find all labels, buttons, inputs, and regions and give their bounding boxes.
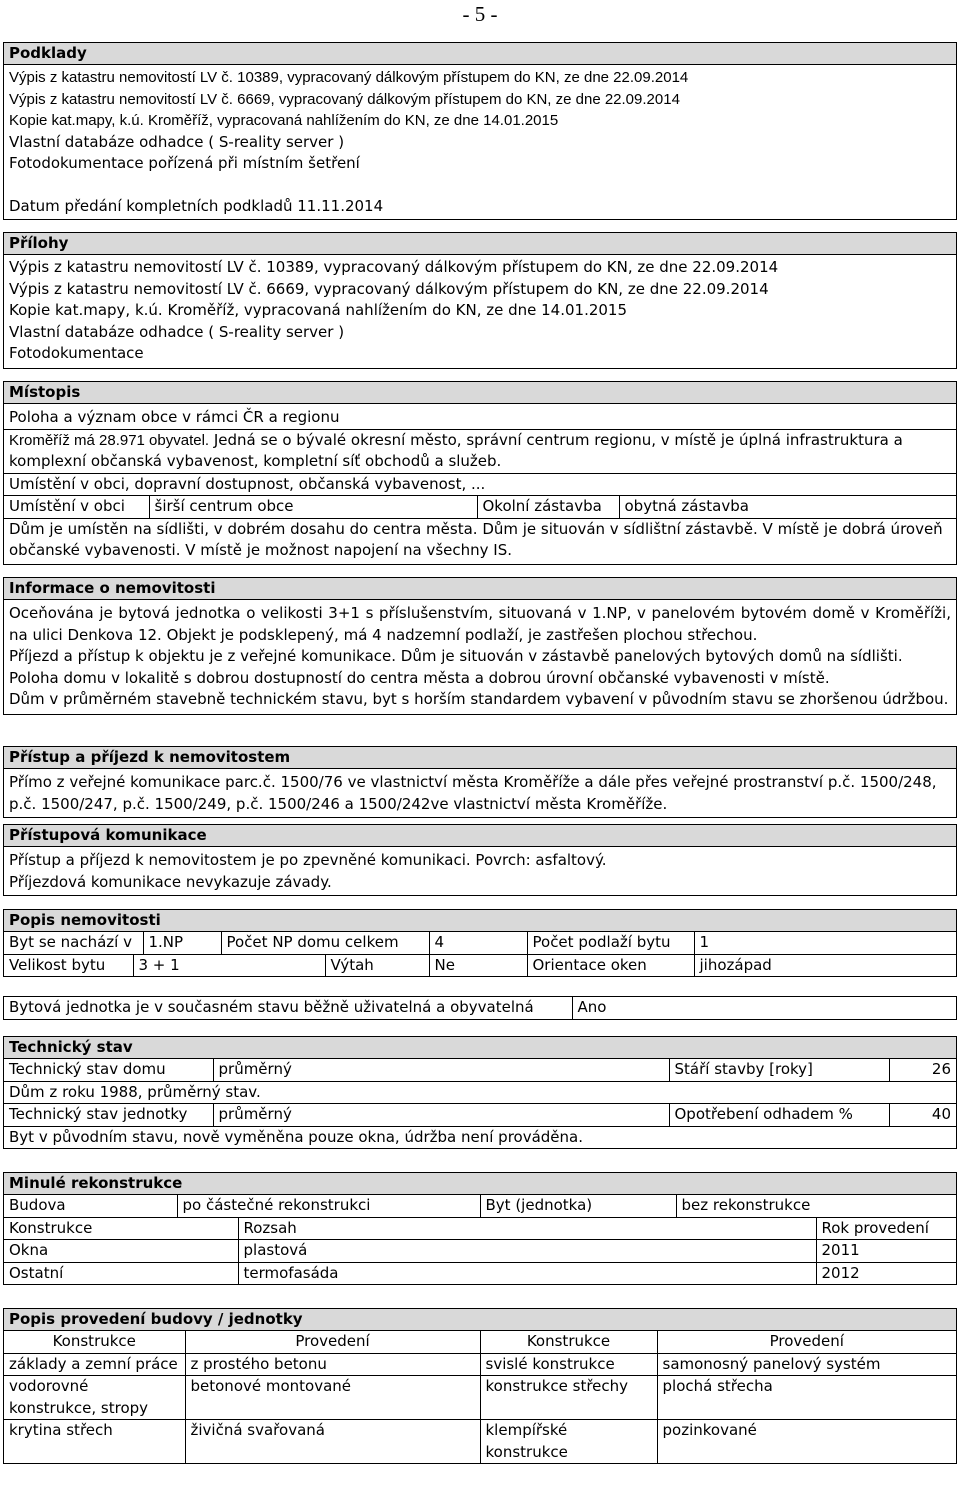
- section-title-pristup: Přístup a příjezd k nemovitostem: [4, 747, 956, 769]
- rekonstrukce-value: bez rekonstrukce: [681, 1196, 811, 1214]
- section-title-mistopis: Místopis: [4, 382, 956, 404]
- section-title-prilohy: Přílohy: [4, 233, 956, 255]
- page-number: - 5 -: [462, 2, 498, 26]
- komunikace-line: Příjezdová komunikace nevykazuje závady.: [9, 872, 332, 891]
- mistopis-subtitle: Umístění v obci, dopravní dostupnost, občanská vybavenost, ...: [9, 474, 486, 493]
- rekonstrukce-label: Byt (jednotka): [480, 1195, 676, 1217]
- popis-value: 4: [429, 932, 527, 954]
- popis-label: Počet NP domu celkem: [221, 932, 429, 954]
- section-rekonstrukce: [3, 1172, 957, 1285]
- section-title-rekonstrukce: Minulé rekonstrukce: [4, 1173, 956, 1195]
- rekonstrukce-table: [4, 1195, 956, 1217]
- popis-value: Ne: [429, 954, 527, 976]
- pristup-text: Přímo z veřejné komunikace parc.č. 1500/76 ve vlastnictví města Kroměříže a dále přes veřejné prostranství p.č. 1500/248, p.č. 1500/247, p.č. 1500/249, p.č. 1500/246 a 1500/242ve vlastnictví města Kroměříže.: [9, 773, 937, 813]
- provedeni-cell: pozinkované: [662, 1421, 757, 1439]
- rekonstrukce-head: Rozsah: [238, 1217, 816, 1240]
- provedeni-cell: samonosný panelový systém: [657, 1353, 956, 1376]
- umisteni-value: širší centrum obce: [149, 496, 477, 518]
- umisteni-label: Umístění v obci: [4, 496, 149, 518]
- uzivatelna-label: Bytová jednotka je v současném stavu běžně uživatelná a obyvatelná: [4, 997, 572, 1019]
- technicky-table: [4, 1059, 956, 1081]
- technicky-note: Dům z roku 1988, průměrný stav.: [4, 1081, 956, 1104]
- popis-value: jihozápad: [699, 955, 772, 974]
- rekonstrukce-label: Budova: [4, 1195, 177, 1217]
- provedeni-cell: svislé konstrukce: [480, 1353, 657, 1376]
- rekonstrukce-cell: termofasáda: [238, 1262, 816, 1284]
- popis-label: Výtah: [325, 954, 429, 976]
- provedeni-cell: z prostého betonu: [185, 1353, 480, 1376]
- popis-table: [4, 932, 956, 954]
- mistopis-population: Kroměříž má 28.971 obyvatel.: [9, 431, 210, 449]
- umisteni-table: [4, 496, 956, 518]
- prilohy-item: Výpis z katastru nemovitostí LV č. 6669, vypracovaný dálkovým přístupem do KN, ze dne 22.09.2014: [9, 279, 769, 298]
- mistopis-description: Jedná se o bývalé okresní město, správní centrum regionu, v místě je úplná infrastruktura a komplexní občanská vybavenost, kompletní síť obchodů a služeb.: [9, 430, 903, 470]
- section-title-provedeni: Popis provedení budovy / jednotky: [4, 1309, 956, 1331]
- uzivatelna-table: [4, 997, 956, 1019]
- rekonstrukce-detail-table: [4, 1217, 956, 1285]
- provedeni-cell: živičná svařovaná: [185, 1420, 480, 1464]
- podklady-item: Výpis z katastru nemovitostí LV č. 10389, vypracovaný dálkovým přístupem do KN, ze dne 22.09.2014: [9, 69, 689, 86]
- zastavba-value: obytná zástavba: [624, 497, 749, 515]
- provedeni-head: Konstrukce: [4, 1331, 185, 1353]
- informace-p1: Oceňována je bytová jednotka o velikosti 3+1 s příslušenstvím, situovaná v 1.NP, v panelovém bytovém domě v Kroměříži, na ulici Denkova 12. Objekt je podsklepený, má 4 nadzemní podlaží, je zastřešen plochou střechou.: [9, 604, 951, 644]
- provedeni-head: Konstrukce: [480, 1331, 657, 1353]
- technicky-label: Stáří stavby [roky]: [669, 1059, 889, 1081]
- rekonstrukce-head: Konstrukce: [4, 1217, 238, 1240]
- rekonstrukce-value: po částečné rekonstrukci: [177, 1195, 480, 1217]
- uzivatelna-value: Ano: [577, 998, 607, 1016]
- section-provedeni: [3, 1308, 957, 1464]
- popis-label: Orientace oken: [527, 954, 694, 976]
- podklady-item: Kopie kat.mapy, k.ú. Kroměříž, vypracovaná nahlížením do KN, ze dne 14.01.2015: [9, 112, 559, 129]
- rekonstrukce-cell: 2011: [816, 1240, 956, 1263]
- prilohy-item: Kopie kat.mapy, k.ú. Kroměříž, vypracovaná nahlížením do KN, ze dne 14.01.2015: [9, 301, 628, 319]
- technicky-label: Technický stav jednotky: [4, 1104, 213, 1126]
- popis-value: 1: [699, 933, 710, 951]
- provedeni-cell: konstrukce střechy: [480, 1376, 657, 1420]
- rekonstrukce-cell: plastová: [238, 1240, 816, 1263]
- rekonstrukce-cell: Ostatní: [4, 1262, 238, 1284]
- informace-p3: Poloha domu v lokalitě s dobrou dostupností do centra města a dobrou úrovní občanské vybavenosti v místě.: [9, 668, 830, 687]
- provedeni-table: [4, 1331, 956, 1463]
- podklady-item: Fotodokumentace pořízená při místním šetření: [9, 154, 360, 172]
- section-title-komunikace: Přístupová komunikace: [4, 825, 956, 847]
- mistopis-text: [4, 430, 956, 473]
- provedeni-cell: klempířské konstrukce: [480, 1420, 657, 1464]
- provedeni-head: Provedení: [657, 1331, 956, 1353]
- podklady-datum: Datum předání kompletních podkladů 11.11.2014: [9, 196, 384, 215]
- prilohy-item: Fotodokumentace: [9, 344, 144, 362]
- section-popis: [3, 909, 957, 977]
- technicky-value: průměrný: [213, 1059, 669, 1081]
- technicky-value: průměrný: [213, 1104, 669, 1126]
- section-komunikace: [3, 824, 957, 896]
- technicky-label: Technický stav domu: [4, 1059, 213, 1081]
- provedeni-cell: plochá střecha: [657, 1376, 956, 1420]
- section-title-technicky: Technický stav: [4, 1037, 956, 1059]
- section-podklady: [3, 42, 957, 220]
- prilohy-item: Vlastní databáze odhadce ( S-reality server ): [9, 322, 345, 341]
- popis-label: Byt se nachází v: [4, 932, 143, 954]
- zastavba-label: Okolní zástavba: [477, 496, 619, 518]
- technicky-value: 26: [931, 1060, 951, 1078]
- section-title-informace: Informace o nemovitosti: [4, 578, 956, 600]
- popis-label: Velikost bytu: [4, 954, 133, 976]
- technicky-label: Opotřebení odhadem %: [669, 1104, 889, 1126]
- section-mistopis: [3, 381, 957, 565]
- provedeni-cell: vodorovné konstrukce, stropy: [4, 1376, 185, 1420]
- informace-p4: Dům v průměrném stavebně technickém stavu, byt s horším standardem vybavení v původním stavu se zhoršenou údržbou.: [9, 690, 949, 708]
- provedeni-cell: betonové montované: [185, 1376, 480, 1420]
- section-title-popis: Popis nemovitosti: [4, 910, 956, 932]
- popis-table-2: [4, 954, 956, 977]
- informace-p2: Příjezd a přístup k objektu je z veřejné komunikace. Dům je situován v zástavbě panelových bytových domů na sídlišti.: [9, 647, 903, 665]
- section-uzivatelna: [3, 996, 957, 1020]
- rekonstrukce-cell: 2012: [821, 1263, 860, 1282]
- mistopis-subtitle: Poloha a význam obce v rámci ČR a regionu: [9, 408, 340, 426]
- rekonstrukce-head: Rok provedení: [816, 1217, 956, 1240]
- popis-label: Počet podlaží bytu: [527, 932, 694, 954]
- mistopis-text2: Dům je umístěn na sídlišti, v dobrém dosahu do centra města. Dům je situován v sídlištní zástavbě. V místě je dobrá úroveň občanské vybavenosti. V místě je možnost napojení na všechny IS.: [9, 519, 943, 559]
- section-informace: [3, 577, 957, 715]
- popis-value: 3 + 1: [133, 954, 325, 976]
- provedeni-cell: základy a zemní práce: [4, 1353, 185, 1376]
- section-prilohy: [3, 232, 957, 369]
- popis-value: 1.NP: [143, 932, 221, 954]
- komunikace-line: Přístup a příjezd k nemovitostem je po zpevněné komunikaci. Povrch: asfaltový.: [9, 851, 607, 869]
- technicky-value: 40: [931, 1105, 951, 1123]
- section-pristup: [3, 746, 957, 818]
- podklady-item: Vlastní databáze odhadce ( S-reality server ): [9, 132, 345, 151]
- section-technicky: [3, 1036, 957, 1149]
- rekonstrukce-cell: Okna: [4, 1240, 238, 1263]
- provedeni-head: Provedení: [185, 1331, 480, 1353]
- technicky-note: Byt v původním stavu, nově vyměněna pouze okna, údržba není prováděna.: [4, 1126, 956, 1149]
- provedeni-cell: krytina střech: [4, 1420, 185, 1464]
- technicky-table-2: [4, 1103, 956, 1126]
- podklady-item: Výpis z katastru nemovitostí LV č. 6669, vypracovaný dálkovým přístupem do KN, ze dne 22.09.2014: [9, 90, 680, 108]
- section-title-podklady: Podklady: [4, 43, 956, 65]
- prilohy-item: Výpis z katastru nemovitostí LV č. 10389, vypracovaný dálkovým přístupem do KN, ze dne 22.09.2014: [9, 258, 779, 276]
